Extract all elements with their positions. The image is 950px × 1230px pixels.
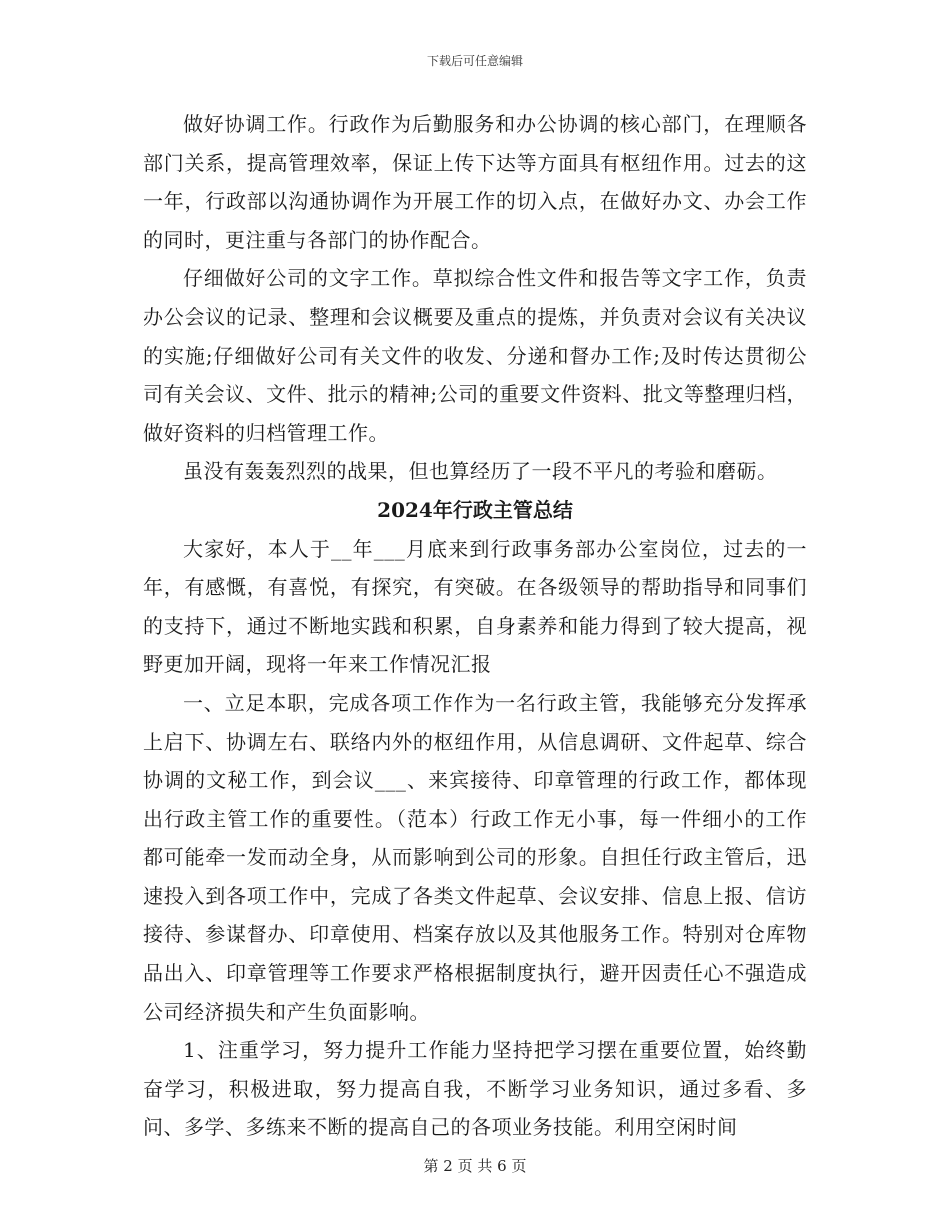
- section-title: 2024年行政主管总结: [377, 497, 573, 522]
- page-header-note: 下载后可任意编辑: [426, 54, 523, 68]
- paragraph-section-one: 一、立足本职，完成各项工作作为一名行政主管，我能够充分发挥承上启下、协调左右、联络内外的枢纽作用，从信息调研、文件起草、综合协调的文秘工作，到会议___、来宾接待、印章管理的行政工作，都体现出行政主管工作的重要性。（范本）行政工作无小事，每一件细小的工作都可能牵一发而动全身，从而影响到公司的形象。自担任行政主管后，迅速投入到各项工作中，完成了各类文件起草、会议安排、信息上报、信访接待、参谋督办、印章使用、档案存放以及其他服务工作。特别对仓库物品出入、印章管理等工作要求严格根据制度执行，避开因责任心不强造成公司经济损失和产生负面影响。: [143, 690, 807, 1024]
- paragraph-coordination: 做好协调工作。行政作为后勤服务和办公协调的核心部门，在理顺各部门关系，提高管理效率，保证上传下达等方面具有枢纽作用。过去的这一年，行政部以沟通协调作为开展工作的切入点，在做好办文、办会工作的同时，更注重与各部门的协作配合。: [143, 112, 807, 252]
- paragraph-writing-work: 仔细做好公司的文字工作。草拟综合性文件和报告等文字工作，负责办公会议的记录、整理和会议概要及重点的提炼，并负责对会议有关决议的实施;仔细做好公司有关文件的收发、分递和督办工作;及时传达贯彻公司有关会议、文件、批示的精神;公司的重要文件资料、批文等整理归档，做好资料的归档管理工作。: [143, 266, 807, 445]
- page-number: 第 2 页 共 6 页: [423, 1157, 527, 1175]
- paragraph-summary-line: 虽没有轰轰烈烈的战果，但也算经历了一段不平凡的考验和磨砺。: [183, 459, 778, 484]
- paragraph-item-one: 1、注重学习，努力提升工作能力坚持把学习摆在重要位置，始终勤奋学习，积极进取，努力提高自我，不断学习业务知识，通过多看、多问、多学、多练来不断的提高自己的各项业务技能。利用空闲时间: [143, 1038, 807, 1140]
- document-body: [143, 105, 807, 1147]
- paragraph-intro: 大家好，本人于__年___月底来到行政事务部办公室岗位，过去的一年，有感慨，有喜悦，有探究，有突破。在各级领导的帮助指导和同事们的支持下，通过不断地实践和积累，自身素养和能力得到了较大提高，视野更加开阔，现将一年来工作情况汇报: [143, 536, 807, 677]
